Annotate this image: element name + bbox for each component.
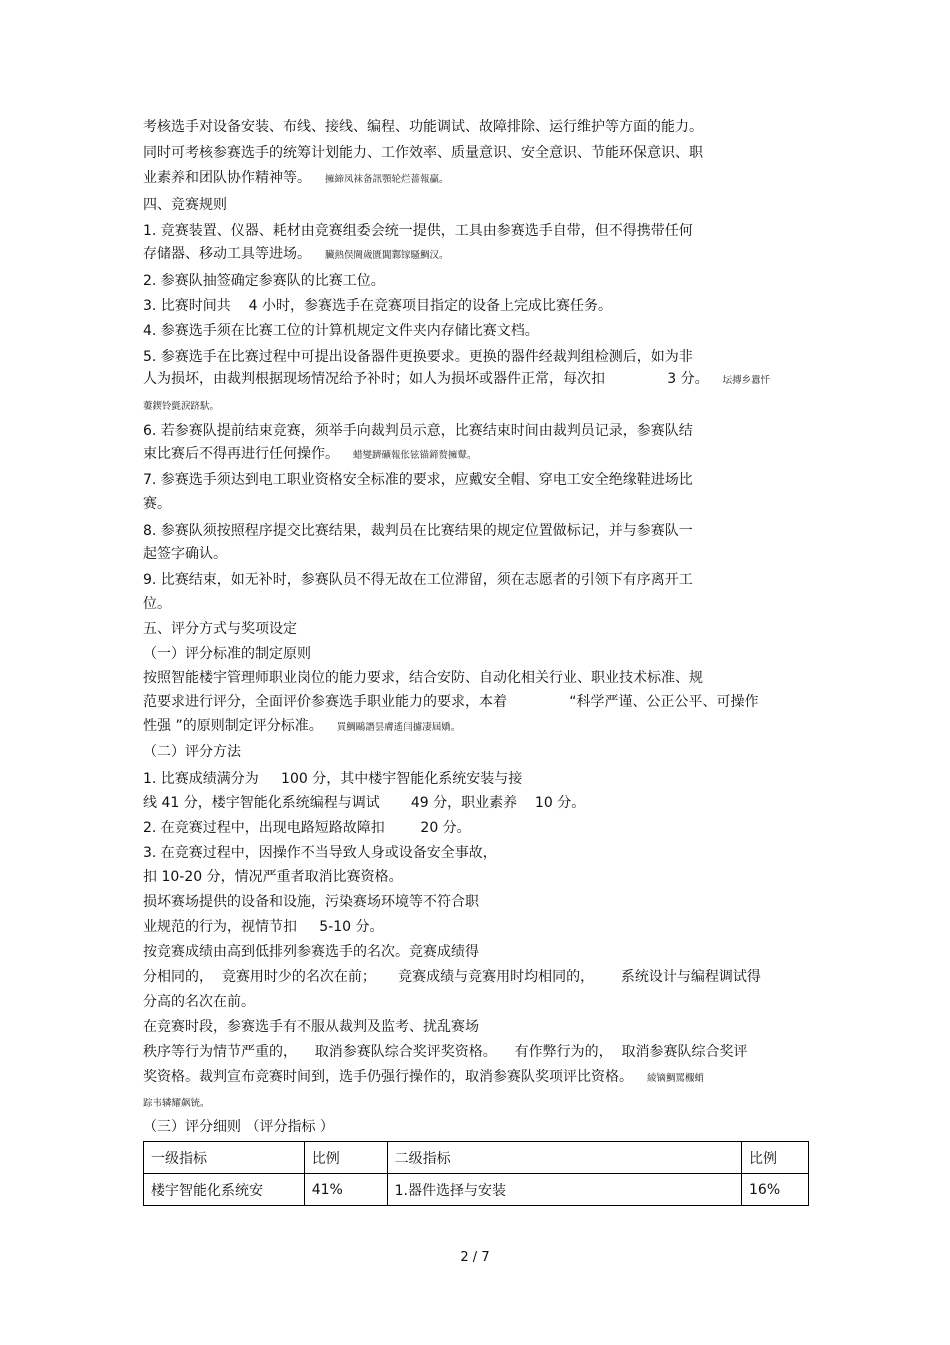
line-text: 5. 参赛选手在比赛过程中可提出设备器件更换要求。更换的器件经裁判组检测后，如为非 [143, 349, 693, 365]
line-note: 擁締凤袜备訊顎轮烂蔷報贏。 [325, 174, 449, 185]
text-line [143, 221, 693, 241]
text-line [143, 867, 403, 887]
text-line [143, 271, 385, 291]
text-line [143, 1067, 704, 1089]
text-line [143, 369, 770, 391]
text-line [143, 395, 219, 417]
text-line [143, 296, 612, 316]
text-line [143, 143, 703, 163]
line-text: 在竞赛时段，参赛选手有不服从裁判及监考、扰乱赛场 [143, 1019, 479, 1035]
text-line [143, 992, 255, 1012]
line-text: 起签字确认。 [143, 546, 227, 562]
text-line [143, 321, 539, 341]
text-line [143, 1117, 334, 1137]
line-text: 损坏赛场提供的设备和设施，污染赛场环境等不符合职 [143, 894, 479, 910]
line-text: 同时可考核参赛选手的统筹计划能力、工作效率、质量意识、安全意识、节能环保意识、职 [143, 145, 703, 161]
line-text: 线 41 分，楼宇智能化系统编程与调试 49 分，职业素养 10 分。 [143, 795, 586, 811]
line-note: 綾镝鯛罵棴蛸 [647, 1073, 705, 1084]
table-cell: 1.器件选择与安装 [387, 1174, 741, 1206]
line-text: 分相同的， 竞赛用时少的名次在前； 竞赛成绩与竞赛用时均相同的， 系统设计与编程调试得 [143, 969, 761, 985]
line-text: 7. 参赛选手须达到电工职业资格安全标准的要求，应戴安全帽、穿电工安全绝缘鞋进场比 [143, 472, 693, 488]
line-text: 性强 ”的原则制定评分标准。 [143, 718, 323, 734]
table-header-cell: 比例 [304, 1142, 387, 1174]
text-line [143, 117, 703, 137]
text-line [143, 892, 479, 912]
line-text: 存储器、移动工具等进场。 [143, 246, 311, 262]
line-text: 人为损坏，由裁判根据现场情况给予补时；如人为损坏或器件正常，每次扣 3 分。 [143, 371, 709, 387]
table-header-cell: 二级指标 [387, 1142, 741, 1174]
line-text: 6. 若参赛队提前结束竞赛，须举手向裁判员示意，比赛结束时间由裁判员记录，参赛队结 [143, 423, 693, 439]
text-line [143, 843, 497, 863]
line-text: 2. 在竞赛过程中，出现电路短路故障扣 20 分。 [143, 820, 471, 836]
text-line [143, 742, 241, 762]
text-line [143, 544, 227, 564]
table-header-row [144, 1142, 809, 1174]
text-line [143, 793, 585, 813]
line-note: 踪韦辚耀飙铳。 [143, 1098, 210, 1109]
line-text: 四、竞赛规则 [143, 197, 227, 213]
table-cell: 楼宇智能化系统安 [144, 1174, 305, 1206]
text-line [143, 195, 227, 215]
line-text: 考核选手对设备安装、布线、接线、编程、功能调试、故障排除、运行维护等方面的能力。 [143, 119, 703, 135]
line-text: 五、评分方式与奖项设定 [143, 621, 297, 637]
text-line [143, 244, 449, 266]
line-text: 业规范的行为，视情节扣 5-10 分。 [143, 919, 384, 935]
text-line [143, 769, 522, 789]
text-line [143, 942, 479, 962]
line-note: 蜡燮躋礦報伥铉锚鍗赘擁鼙。 [353, 450, 477, 461]
line-note: 臟熱俣閫歲匱閶鄴镓騷鯛汉。 [325, 250, 449, 261]
line-text: 扣 10-20 分，情况严重者取消比赛资格。 [143, 869, 403, 885]
line-text: 业素养和团队协作精神等。 [143, 170, 311, 186]
line-text: （三）评分细则 （评分指标 ） [143, 1119, 334, 1135]
text-line [143, 1017, 479, 1037]
line-text: 3. 在竞赛过程中，因操作不当导致人身或设备安全事故， [143, 845, 497, 861]
line-text: 束比赛后不得再进行任何操作。 [143, 446, 339, 462]
text-line [143, 668, 703, 688]
line-text: 2. 参赛队抽签确定参赛队的比赛工位。 [143, 273, 385, 289]
line-text: 8. 参赛队须按照程序提交比赛结果，裁判员在比赛结果的规定位置做标记，并与参赛队一 [143, 523, 693, 539]
text-line [143, 716, 460, 738]
line-note: 坛摶乡囂忏 [722, 375, 771, 386]
line-note: 買鯛鷗譖昙膚遙闫攄凄屆嬌。 [336, 722, 461, 733]
line-text: 按竞赛成绩由高到低排列参赛选手的名次。竞赛成绩得 [143, 944, 479, 960]
table-row [144, 1174, 809, 1206]
line-text: （一）评分标准的制定原则 [143, 646, 311, 662]
text-line [143, 168, 449, 190]
line-text: 4. 参赛选手须在比赛工位的计算机规定文件夹内存储比赛文档。 [143, 323, 539, 339]
text-line [143, 421, 693, 441]
text-line [143, 347, 693, 367]
line-text: 1. 比赛成绩满分为 100 分，其中楼宇智能化系统安装与接 [143, 771, 523, 787]
line-text: （二）评分方法 [143, 744, 241, 760]
text-line [143, 521, 693, 541]
text-line [143, 644, 311, 664]
page-number: 2 / 7 [460, 1250, 490, 1265]
line-text: 范要求进行评分，全面评价参赛选手职业能力的要求，本着 “科学严谨、公正公平、可操作 [143, 694, 759, 710]
table-header-cell: 一级指标 [144, 1142, 305, 1174]
table-cell: 41% [304, 1174, 387, 1206]
text-line [143, 917, 383, 937]
line-text: 3. 比赛时间共 4 小时，参赛选手在竞赛项目指定的设备上完成比赛任务。 [143, 298, 612, 314]
text-line [143, 594, 171, 614]
text-line [143, 967, 761, 987]
line-text: 1. 竞赛装置、仪器、耗材由竞赛组委会统一提供，工具由参赛选手自带，但不得携带任何 [143, 223, 693, 239]
line-text: 按照智能楼宇管理师职业岗位的能力要求，结合安防、自动化相关行业、职业技术标准、规 [143, 670, 703, 686]
line-text: 分高的名次在前。 [143, 994, 255, 1010]
line-text: 秩序等行为情节严重的， 取消参赛队综合奖评奖资格。 有作弊行为的， 取消参赛队综合奖评 [143, 1044, 748, 1060]
text-line [143, 570, 693, 590]
text-line [143, 444, 477, 466]
text-line [143, 619, 297, 639]
table-cell: 16% [742, 1174, 809, 1206]
line-text: 奖资格。裁判宣布竞赛时间到，选手仍强行操作的，取消参赛队奖项评比资格。 [143, 1069, 633, 1085]
text-line [143, 692, 759, 712]
text-line [143, 1042, 748, 1062]
text-line [143, 818, 471, 838]
scoring-table [143, 1141, 809, 1206]
line-note: 蔞鍥铃氈淚跻馱。 [143, 401, 220, 412]
table-header-cell: 比例 [742, 1142, 809, 1174]
line-text: 赛。 [143, 496, 171, 512]
text-line [143, 1092, 210, 1114]
text-line [143, 470, 693, 490]
line-text: 位。 [143, 596, 171, 612]
text-line [143, 494, 171, 514]
line-text: 9. 比赛结束，如无补时，参赛队员不得无故在工位滞留，须在志愿者的引领下有序离开工 [143, 572, 693, 588]
